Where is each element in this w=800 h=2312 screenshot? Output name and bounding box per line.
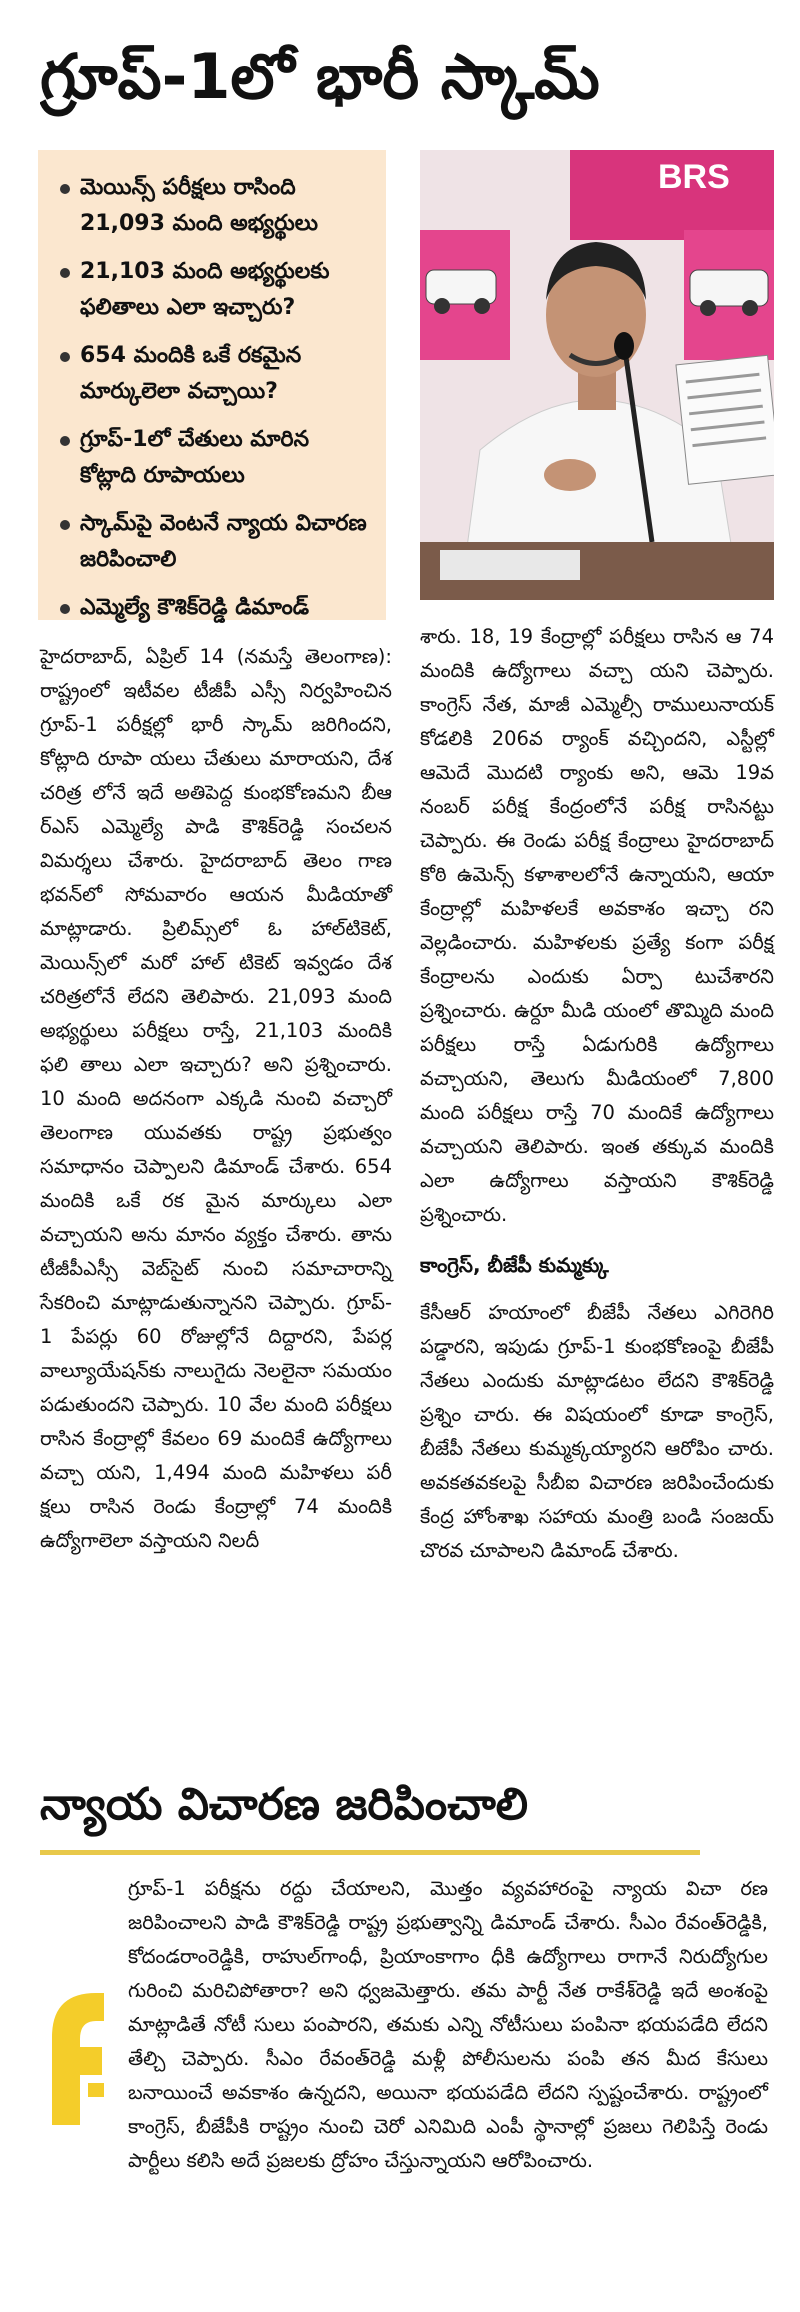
article-paragraph: హైదరాబాద్, ఏప్రిల్ 14 (నమస్తే తెలంగాణ): రాష్ట్రంలో ఇటీవల టీజీపీ ఎస్సీ నిర్వహించిన గ్రూప్-1 పరీక్షల్లో భారీ స్కామ్ జరిగిందని, కోట్లాది రూపా యలు చేతులు మారాయని, దేశ చరిత్ర లోనే ఇదే అతిపెద్ద కుంభకోణమని బీఆ ర్ఎస్ ఎమ్మెల్యే పాడి కౌశిక్‌రెడ్డి సంచలన విమర్శలు చేశారు. హైదరాబాద్ తెలం గాణ భవన్‌లో సోమవారం ఆయన మీడియాతో మాట్లాడారు. ప్రిలిమ్స్‌లో ఓ హాల్‌టికెట్, మెయిన్స్‌లో మరో హాల్ టికెట్ ఇవ్వడం దేశ చరిత్రలోనే లేదని తెలిపారు. 21,093 మంది అభ్యర్థులు పరీక్షలు రాస్తే, 21,103 మందికి ఫలి తాలు ఎలా ఇచ్చారు? అని ప్రశ్నించారు. 10 మంది అదనంగా ఎక్కడి నుంచి వచ్చారో తెలంగాణ యువతకు రాష్ట్ర ప్రభుత్వం సమాధానం చెప్పాలని డిమాండ్ చేశారు. 654 మందికి ఒకే రక మైన మార్కులు ఎలా వచ్చాయని అను మానం వ్యక్తం చేశారు. తాను టీజీపీఎస్సీ వెబ్‌సైట్ నుంచి సమాచారాన్ని సేకరించి మాట్లాడుతున్నానని చెప్పారు. గ్రూప్- 1 పేపర్లు 60 రోజుల్లోనే దిద్దారని, పేపర్ల వాల్యూయేషన్‌కు నాలుగైదు నెలలైనా సమయం పడుతుందని చెప్పారు. 10 వేల మంది పరీక్షలు రాసిన కేంద్రాల్లో కేవలం 69 మందికే ఉద్యోగాలు వచ్చా యని, 1,494 మంది మహిళలు పరీ క్షలు రాసిన రెండు కేంద్రాల్లో 74 మందికి ఉద్యోగాలెలా వస్తాయని నిలదీ bbox=[40, 645, 392, 1552]
article-column-left bbox=[40, 640, 392, 1558]
section-divider bbox=[40, 1850, 700, 1855]
document-sheet bbox=[676, 355, 774, 484]
article-paragraph: గ్రూప్-1 పరీక్షను రద్దు చేయాలని, మొత్తం వ్యవహారంపై న్యాయ విచా రణ జరిపించాలని పాడి కౌశిక్‌రెడ్డి రాష్ట్ర ప్రభుత్వాన్ని డిమాండ్ చేశారు. సీఎం రేవంత్‌రెడ్డికి, కోదండరాంరెడ్డికి, రాహుల్‌గాంధీ, ప్రియాంకాగాం ధీకి ఉద్యోగాలు రాగానే నిరుద్యోగుల గురించి మరిచిపోతారా? అని ధ్వజమెత్తారు. తమ పార్టీ నేత రాకేశ్‌రెడ్డి ఇదే అంశంపై మాట్లాడితే నోటీ సులు పంపారని, తమకు ఎన్ని నోటీసులు పంపినా భయపడేది లేదని తేల్చి చెప్పారు. సీఎం రేవంత్‌రెడ్డి మళ్లీ పోలీసులను పంపి తన మీద కేసులు బనాయించే అవకాశం ఉన్నదని, అయినా భయపడేది లేదని స్పష్టంచేశారు. రాష్ట్రంలో కాంగ్రెస్, బీజేపీకి రాష్ట్రం నుంచి చెరో ఎనిమిది ఎంపీ స్థానాల్లో ప్రజలు గెలిపిస్తే రెండు పార్టీలు కలిసి అదే ప్రజలకు ద్రోహం చేస్తున్నాయని ఆరోపించారు. bbox=[128, 1877, 768, 2172]
highlights-box bbox=[38, 150, 386, 620]
headline: గ్రూప్-1లో భారీ స్కామ్ bbox=[40, 40, 600, 113]
highlight-item bbox=[60, 338, 372, 410]
highlight-text: ఎమ్మెల్యే కౌశిక్‌రెడ్డి డిమాండ్ bbox=[80, 595, 310, 620]
microphone-icon bbox=[614, 332, 634, 360]
bullet-icon bbox=[60, 520, 70, 530]
article-paragraph: కేసీఆర్ హయాంలో బీజేపీ నేతలు ఎగిరెగిరి పడ్డారని, ఇపుడు గ్రూప్-1 కుంభకోణంపై బీజేపీ నేతలు ఎందుకు మాట్లాడటం లేదని కౌశిక్‌రెడ్డి ప్రశ్నిం చారు. ఈ విషయంలో కూడా కాంగ్రెస్, బీజేపీ నేతలు కుమ్మక్కయ్యారని ఆరోపిం చారు. అవకతవకలపై సీబీఐ విచారణ జరిపించేందుకు కేంద్ర హోంశాఖ సహాయ మంత్రి బండి సంజయ్ చొరవ చూపాలని డిమాండ్ చేశారు. bbox=[420, 1301, 774, 1562]
highlight-item bbox=[60, 590, 372, 626]
article-column-right bbox=[420, 620, 774, 1568]
highlight-text: 21,103 మంది అభ్యర్థులకు ఫలితాలు ఎలా ఇచ్చారు? bbox=[80, 259, 330, 320]
highlight-text: మెయిన్స్ పరీక్షలు రాసింది 21,093 మంది అభ్యర్థులు bbox=[80, 175, 318, 236]
speaker-photo-illustration bbox=[420, 150, 774, 600]
press-conference-photo bbox=[420, 150, 774, 600]
newspaper-logo-icon bbox=[44, 1985, 108, 2125]
backdrop-text: BRS bbox=[658, 158, 730, 196]
highlight-text: 654 మందికి ఒకే రకమైన మార్కులెలా వచ్చాయి? bbox=[80, 343, 302, 404]
bullet-icon bbox=[60, 436, 70, 446]
bullet-icon bbox=[60, 604, 70, 614]
highlight-text: స్కామ్‌పై వెంటనే న్యాయ విచారణ జరిపించాలి bbox=[80, 511, 367, 572]
article-bottom bbox=[128, 1872, 768, 2178]
bullet-icon bbox=[60, 352, 70, 362]
highlight-item bbox=[60, 254, 372, 326]
highlight-item bbox=[60, 170, 372, 242]
article-paragraph: శారు. 18, 19 కేంద్రాల్లో పరీక్షలు రాసిన ఆ 74 మందికి ఉద్యోగాలు వచ్చా యని చెప్పారు. కాంగ్రెస్ నేత, మాజీ ఎమ్మెల్సీ రాములునాయక్ కోడలికి 206వ ర్యాంక్ వచ్చిందని, ఎస్టీల్లో ఆమెదే మొదటి ర్యాంకు అని, ఆమె 19వ నంబర్ పరీక్ష కేంద్రంలోనే పరీక్ష రాసినట్టు చెప్పారు. ఈ రెండు పరీక్ష కేంద్రాలు హైదరాబాద్ కోఠి ఉమెన్స్ కళాశాలలోనే ఉన్నాయని, ఆయా కేంద్రాల్లో మహిళలకే అవకాశం ఇచ్చా రని వెల్లడించారు. మహిళలకు ప్రత్యే కంగా పరీక్ష కేంద్రాలను ఎందుకు ఏర్పా టుచేశారని ప్రశ్నించారు. ఉర్దూ మీడి యంలో తొమ్మిది మంది పరీక్షలు రాస్తే ఏడుగురికి ఉద్యోగాలు వచ్చాయని, తెలుగు మీడియంలో 7,800 మంది పరీక్షలు రాస్తే 70 మందికే ఉద్యోగాలు వచ్చాయని తెలిపారు. ఇంత తక్కువ మందికి ఎలా ఉద్యోగాలు వస్తాయని కౌశిక్‌రెడ్డి ప్రశ్నించారు. bbox=[420, 625, 774, 1226]
highlight-item bbox=[60, 506, 372, 578]
highlight-text: గ్రూప్-1లో చేతులు మారిన కోట్లాది రూపాయలు bbox=[80, 427, 310, 488]
highlight-item bbox=[60, 422, 372, 494]
bullet-icon bbox=[60, 184, 70, 194]
subheading: కాంగ్రెస్, బీజేపీ కుమ్మక్కు bbox=[420, 1253, 609, 1277]
section-title: న్యాయ విచారణ జరిపించాలి bbox=[40, 1779, 528, 1830]
bullet-icon bbox=[60, 268, 70, 278]
